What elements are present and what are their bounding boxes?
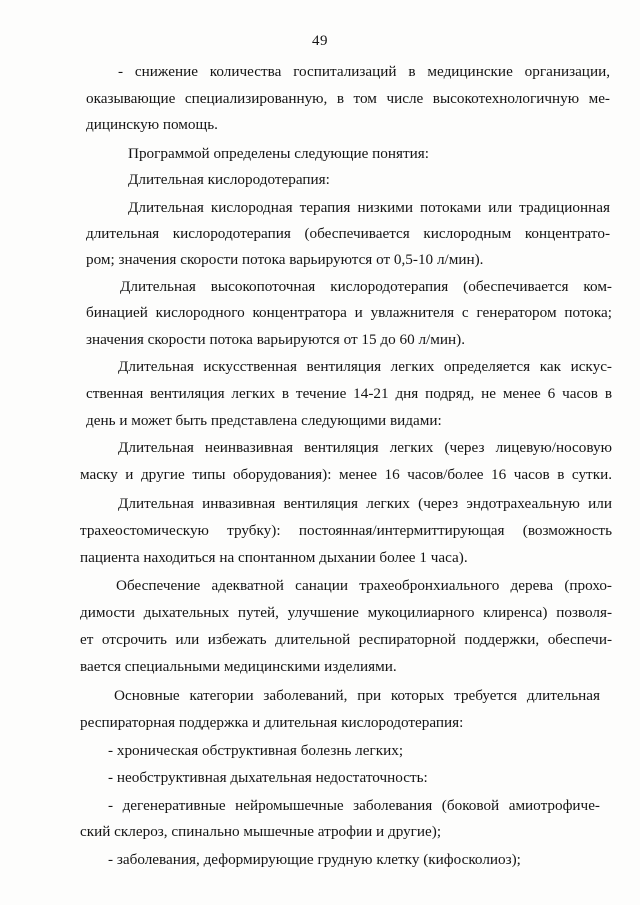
page-number: 49 xyxy=(312,33,328,49)
text-line: длительная кислородотерапия (обеспечивается кислородным концентрато- xyxy=(86,225,610,242)
text-line: Длительная неинвазивная вентиляция легких (через лицевую/носовую xyxy=(118,439,612,456)
text-line: Основные категории заболеваний, при которых требуется длительная xyxy=(114,687,600,704)
text-line: Обеспечение адекватной санации трахеобронхиального дерева (прохо- xyxy=(116,577,612,594)
text-line: бинацией кислородного концентратора и увлажнителя с генератором потока; xyxy=(86,304,612,321)
text-line: значения скорости потока варьируются от 15 до 60 л/мин). xyxy=(86,331,465,348)
text-line: день и может быть представлена следующими видами: xyxy=(86,412,442,429)
text-line: Длительная искусственная вентиляция легких определяется как искус- xyxy=(118,358,612,375)
text-line: вается специальными медицинскими изделиями. xyxy=(80,658,397,675)
list-item: - хроническая обструктивная болезнь легких; xyxy=(108,742,404,759)
list-item: - заболевания, деформирующие грудную клетку (кифосколиоз); xyxy=(108,851,521,868)
text-line: респираторная поддержка и длительная кислородотерапия: xyxy=(80,714,464,731)
text-line: оказывающие специализированную, в том числе высокотехнологичную ме- xyxy=(86,90,610,107)
text-line: Программой определены следующие понятия: xyxy=(128,145,429,162)
text-line: ром; значения скорости потока варьируются от 0,5-10 л/мин). xyxy=(86,251,484,268)
text-line: трахеостомическую трубку): постоянная/интермиттирующая (возможность xyxy=(80,522,612,539)
text-line: Длительная инвазивная вентиляция легких (через эндотрахеальную или xyxy=(118,495,612,512)
text-line: пациента находиться на спонтанном дыхании более 1 часа). xyxy=(80,549,468,566)
list-item: - дегенеративные нейромышечные заболевания (боковой амиотрофиче- xyxy=(108,797,600,814)
text-line: ственная вентиляция легких в течение 14-21 дня подряд, не менее 6 часов в xyxy=(86,385,612,402)
text-line: маску и другие типы оборудования): менее 16 часов/более 16 часов в сутки. xyxy=(80,466,612,483)
list-item: - необструктивная дыхательная недостаточность: xyxy=(108,769,428,786)
text-line: Длительная высокопоточная кислородотерапия (обеспечивается ком- xyxy=(120,278,612,295)
text-line: дицинскую помощь. xyxy=(86,116,218,133)
text-line: Длительная кислородотерапия: xyxy=(128,171,330,188)
text-line: димости дыхательных путей, улучшение мукоцилиарного клиренса) позволя- xyxy=(80,604,612,621)
text-line: ет отсрочить или избежать длительной респираторной поддержки, обеспечи- xyxy=(80,631,612,648)
text-line: - снижение количества госпитализаций в медицинские организации, xyxy=(118,63,610,80)
text-line: ский склероз, спинально мышечные атрофии и другие); xyxy=(80,823,442,840)
text-line: Длительная кислородная терапия низкими потоками или традиционная xyxy=(128,199,610,216)
